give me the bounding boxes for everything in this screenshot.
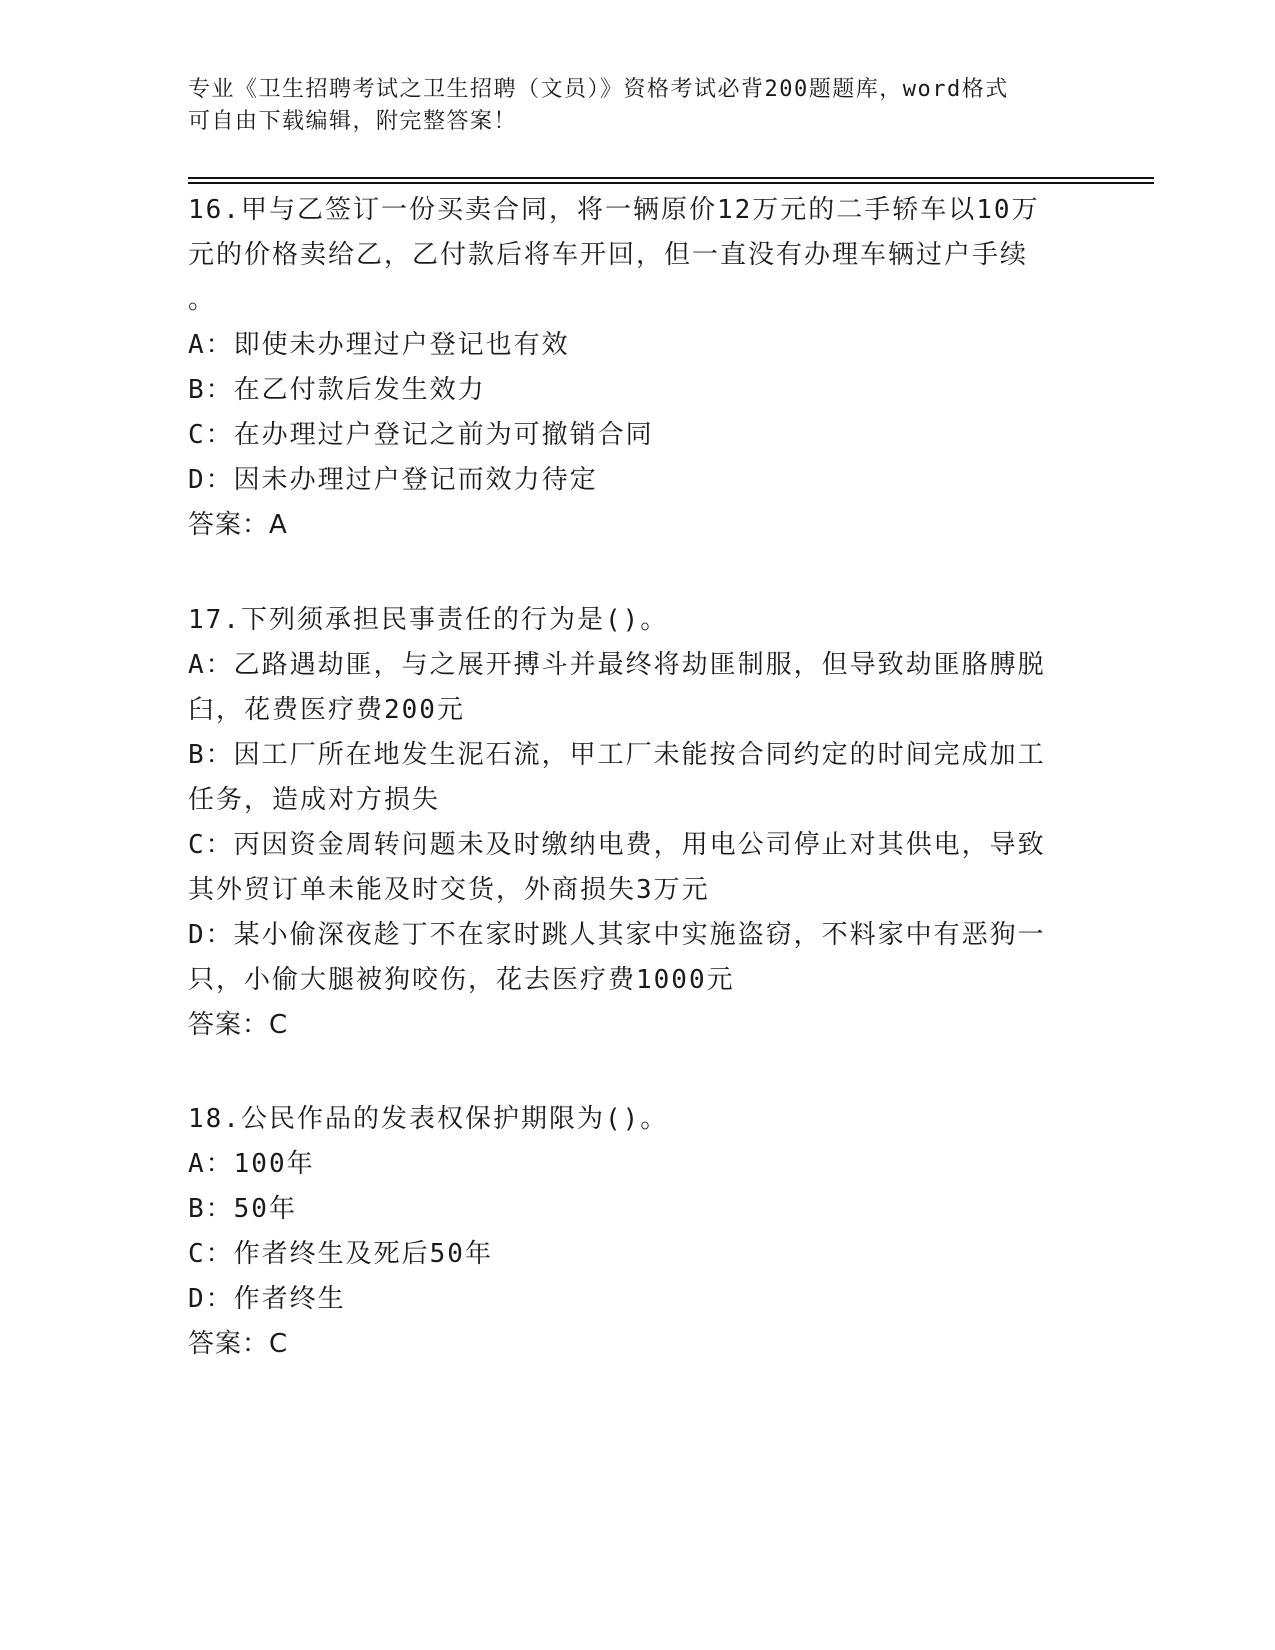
- question-18-answer: 答案：C: [188, 1329, 289, 1359]
- question-17-option-d-line-1: D：某小偷深夜趁丁不在家时跳人其家中实施盗窃，不料家中有恶狗一: [188, 920, 1046, 950]
- question-18-option-a: A：100年: [188, 1149, 315, 1179]
- header-line-2: 可自由下载编辑，附完整答案！: [188, 109, 518, 134]
- header-divider-bottom: [188, 182, 1154, 184]
- question-18: [188, 1097, 1088, 1367]
- question-17-answer: 答案：C: [188, 1010, 289, 1040]
- question-18-option-c: C：作者终生及死后50年: [188, 1239, 493, 1269]
- question-17-option-d-line-2: 只，小偷大腿被狗咬伤，花去医疗费1000元: [188, 965, 735, 995]
- question-16-option-d: D：因未办理过户登记而效力待定: [188, 465, 598, 495]
- question-16-answer: 答案：A: [188, 510, 288, 540]
- question-16-option-b: B：在乙付款后发生效力: [188, 375, 486, 405]
- question-16-option-c: C：在办理过户登记之前为可撤销合同: [188, 420, 654, 450]
- question-16: [188, 188, 1088, 548]
- document-header: [188, 74, 1088, 138]
- question-16-text-line-1: 16.甲与乙签订一份买卖合同，将一辆原价12万元的二手轿车以10万: [188, 195, 1040, 225]
- question-17-option-a-line-2: 臼，花费医疗费200元: [188, 695, 465, 725]
- question-17-option-b-line-1: B：因工厂所在地发生泥石流，甲工厂未能按合同约定的时间完成加工: [188, 740, 1046, 770]
- header-line-1: 专业《卫生招聘考试之卫生招聘（文员）》资格考试必背200题题库，word格式: [188, 77, 1009, 102]
- question-17-option-c-line-2: 其外贸订单未能及时交货，外商损失3万元: [188, 875, 710, 905]
- question-16-text-line-3: 。: [188, 285, 217, 315]
- question-16-text-line-2: 元的价格卖给乙，乙付款后将车开回，但一直没有办理车辆过户手续: [188, 240, 1029, 270]
- header-divider-top: [188, 177, 1154, 179]
- question-17-option-c-line-1: C：丙因资金周转问题未及时缴纳电费，用电公司停止对其供电，导致: [188, 830, 1046, 860]
- question-17: [188, 598, 1088, 1048]
- question-18-option-d: D：作者终生: [188, 1284, 346, 1314]
- question-18-option-b: B：50年: [188, 1194, 297, 1224]
- question-17-text: 17.下列须承担民事责任的行为是()。: [188, 605, 669, 635]
- question-17-option-b-line-2: 任务，造成对方损失: [188, 785, 441, 815]
- question-16-option-a: A：即使未办理过户登记也有效: [188, 330, 570, 360]
- question-18-text: 18.公民作品的发表权保护期限为()。: [188, 1104, 669, 1134]
- question-17-option-a-line-1: A：乙路遇劫匪，与之展开搏斗并最终将劫匪制服，但导致劫匪胳膊脱: [188, 650, 1046, 680]
